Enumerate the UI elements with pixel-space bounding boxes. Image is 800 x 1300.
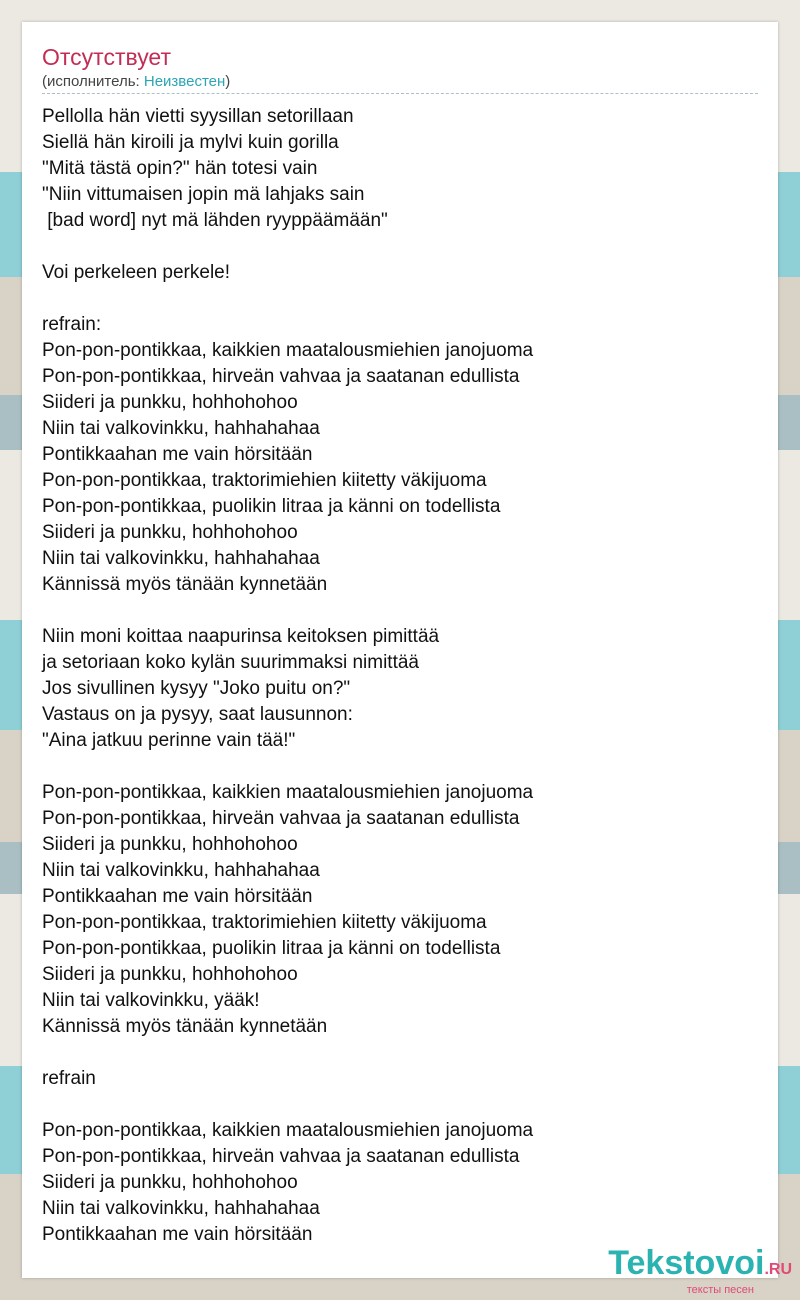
logo-name: Tekstovoi [608,1244,765,1282]
lyric-line: Kännissä myös tänään kynnetään [42,1016,328,1037]
lyric-line [42,598,758,624]
lyric-line: Jos sivullinen kysyy "Joko puitu on?" [42,678,351,699]
lyric-line: "Aina jatkuu perinne vain tää!" [42,730,296,751]
artist-prefix: (исполнитель: [42,73,144,90]
logo-tagline: тексты песен [686,1284,754,1296]
lyric-line: Niin moni koittaa naapurinsa keitoksen pimittää [42,626,440,647]
artist-line [42,73,230,91]
artist-link[interactable]: Неизвестен [143,73,226,90]
lyric-line: Pon-pon-pontikkaa, hirveän vahvaa ja saatanan edullista [42,1146,520,1167]
lyric-line: Vastaus on ja pysyy, saat lausunnon: [42,704,353,725]
lyric-line: Niin tai valkovinkku, hahhahahaa [42,860,320,881]
lyrics-card [22,22,778,1278]
logo-tld: .RU [764,1261,792,1278]
lyric-line: Pon-pon-pontikkaa, puolikin litraa ja känni on todellista [42,496,501,517]
lyric-line: Siellä hän kiroili ja mylvi kuin gorilla [42,132,339,153]
lyric-line: Niin tai valkovinkku, yääk! [42,990,260,1011]
lyric-line: Siideri ja punkku, hohhohohoo [42,834,298,855]
lyric-line: refrain [42,1068,96,1089]
lyric-line: Pontikkaahan me vain hörsitään [42,886,313,907]
lyric-line [42,234,758,260]
song-title: Отсутствует [42,44,171,70]
artist-suffix: ) [225,73,231,90]
lyric-line: Kännissä myös tänään kynnetään [42,574,328,595]
lyric-line: Niin tai valkovinkku, hahhahahaa [42,418,320,439]
lyric-line: Siideri ja punkku, hohhohohoo [42,392,298,413]
lyric-line: Siideri ja punkku, hohhohohoo [42,1172,298,1193]
lyric-line: Pon-pon-pontikkaa, hirveän vahvaa ja saatanan edullista [42,808,520,829]
lyric-line: Niin tai valkovinkku, hahhahahaa [42,1198,320,1219]
lyric-line: Pon-pon-pontikkaa, kaikkien maatalousmiehien janojuoma [42,340,534,361]
lyric-line: Voi perkeleen perkele! [42,262,231,283]
lyrics-text [42,104,758,1248]
lyric-line [42,754,758,780]
lyric-line: Pontikkaahan me vain hörsitään [42,1224,313,1245]
lyric-line: Niin tai valkovinkku, hahhahahaa [42,548,320,569]
lyric-line: Pon-pon-pontikkaa, kaikkien maatalousmiehien janojuoma [42,782,534,803]
lyric-line: Pon-pon-pontikkaa, hirveän vahvaa ja saatanan edullista [42,366,520,387]
title-divider [42,93,758,94]
lyric-line: Pon-pon-pontikkaa, puolikin litraa ja känni on todellista [42,938,501,959]
lyric-line: Pontikkaahan me vain hörsitään [42,444,313,465]
lyric-line [42,286,758,312]
lyric-line: Pellolla hän vietti syysillan setorillaan [42,106,354,127]
lyric-line: Siideri ja punkku, hohhohohoo [42,522,298,543]
lyric-line [42,1092,758,1118]
lyric-line: ja setoriaan koko kylän suurimmaksi nimittää [42,652,419,673]
lyric-line [42,1040,758,1066]
lyric-line: "Niin vittumaisen jopin mä lahjaks sain [42,184,365,205]
lyric-line: refrain: [42,314,102,335]
lyric-line: Siideri ja punkku, hohhohohoo [42,964,298,985]
site-logo[interactable] [608,1245,792,1296]
lyric-line: Pon-pon-pontikkaa, traktorimiehien kiitetty väkijuoma [42,470,487,491]
lyric-line: [bad word] nyt mä lähden ryyppäämään" [42,210,388,231]
lyric-line: Pon-pon-pontikkaa, traktorimiehien kiitetty väkijuoma [42,912,487,933]
lyric-line: "Mitä tästä opin?" hän totesi vain [42,158,318,179]
lyric-line: Pon-pon-pontikkaa, kaikkien maatalousmiehien janojuoma [42,1120,534,1141]
